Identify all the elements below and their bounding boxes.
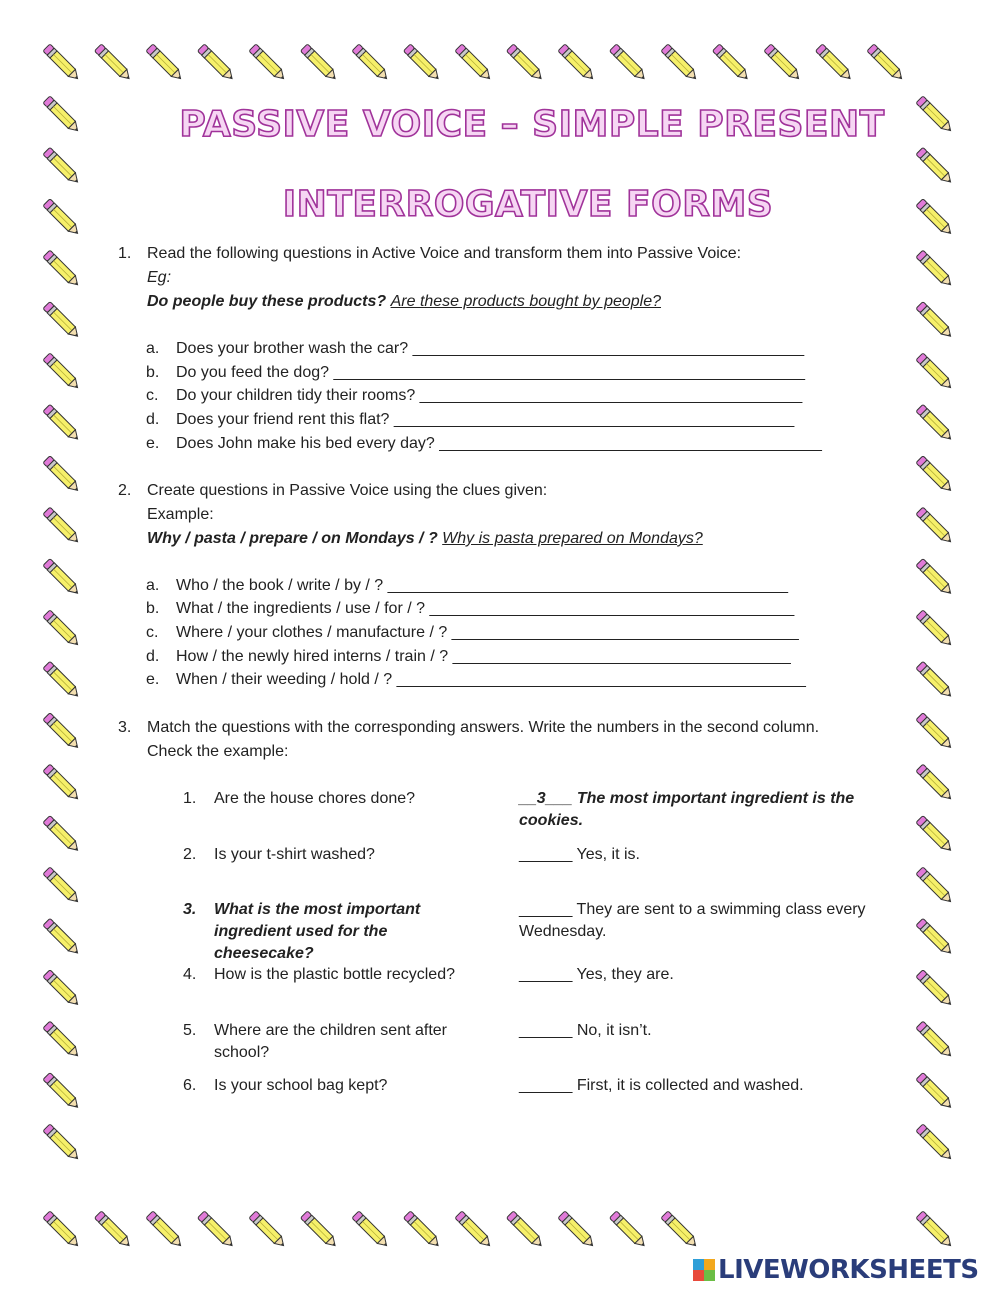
example-label: Eg: <box>147 269 172 286</box>
pencil-icon <box>506 44 544 82</box>
pencil-icon <box>558 1211 596 1249</box>
pencil-icon <box>916 1073 954 1111</box>
match-answer: ______ Yes, they are. <box>519 966 674 983</box>
answer-blank[interactable]: ______ <box>519 901 573 918</box>
liveworksheets-icon <box>693 1259 715 1281</box>
pencil-icon <box>916 507 954 545</box>
pencil-icon <box>916 661 954 699</box>
pencil-icon <box>43 1124 81 1162</box>
pencil-icon <box>43 147 81 185</box>
title-line-2: INTERROGATIVE FORMS <box>282 184 774 225</box>
pencil-icon <box>916 867 954 905</box>
pencil-icon <box>558 44 596 82</box>
pencil-icon <box>916 456 954 494</box>
match-question: How is the plastic bottle recycled? <box>214 966 455 983</box>
pencil-icon <box>916 764 954 802</box>
pencil-icon <box>916 1211 954 1249</box>
pencil-icon <box>43 404 81 442</box>
match-question: Is your t-shirt washed? <box>214 846 375 863</box>
exercise-number: 1. <box>118 245 132 262</box>
pencil-icon <box>403 44 441 82</box>
pencil-icon <box>43 661 81 699</box>
pencil-icon <box>43 867 81 905</box>
answer-blank[interactable]: ______ <box>519 966 573 983</box>
pencil-icon <box>916 559 954 597</box>
match-answer: __3___ The most important ingredient is the cookies. <box>519 790 855 829</box>
liveworksheets-logo <box>693 1255 979 1285</box>
pencil-icon <box>352 44 390 82</box>
list-item[interactable]: a. Does your brother wash the car? ____________________________________________ <box>146 340 805 357</box>
pencil-icon <box>403 1211 441 1249</box>
pencil-icon <box>712 44 750 82</box>
pencil-icon <box>43 816 81 854</box>
pencil-icon <box>43 764 81 802</box>
pencil-icon <box>43 302 81 340</box>
example-answer: Why is pasta prepared on Mondays? <box>442 530 703 547</box>
pencil-icon <box>249 44 287 82</box>
pencil-icon <box>43 1211 81 1249</box>
exercise-instruction-2: Check the example: <box>147 743 289 760</box>
pencil-icon <box>661 1211 699 1249</box>
example-label: Example: <box>147 506 214 523</box>
pencil-icon <box>916 147 954 185</box>
exercise-number: 2. <box>118 482 132 499</box>
answer-blank[interactable]: ______ <box>519 1022 573 1039</box>
pencil-icon <box>916 404 954 442</box>
pencil-icon <box>43 44 81 82</box>
match-answer: ______ First, it is collected and washed. <box>519 1077 804 1094</box>
pencil-icon <box>146 1211 184 1249</box>
pencil-icon <box>916 1021 954 1059</box>
list-item[interactable]: d. Does your friend rent this flat? _____________________________________________ <box>146 411 795 428</box>
pencil-icon <box>916 918 954 956</box>
list-item[interactable]: e. Does John make his bed every day? ___________________________________________ <box>146 435 822 452</box>
pencil-icon <box>815 44 853 82</box>
pencil-icon <box>506 1211 544 1249</box>
pencil-icon <box>94 1211 132 1249</box>
example-clue: Why / pasta / prepare / on Mondays / ? <box>147 530 438 547</box>
pencil-icon <box>43 970 81 1008</box>
exercise-instruction: Match the questions with the corresponding answers. Write the numbers in the second column. <box>147 719 820 736</box>
list-item[interactable]: d. How / the newly hired interns / train / ? ______________________________________ <box>146 648 791 665</box>
pencil-icon <box>43 250 81 288</box>
pencil-icon <box>916 353 954 391</box>
pencil-icon <box>352 1211 390 1249</box>
pencil-icon <box>916 970 954 1008</box>
pencil-icon <box>455 44 493 82</box>
list-item[interactable]: b. What / the ingredients / use / for / ? _________________________________________ <box>146 600 795 617</box>
list-item[interactable]: a. Who / the book / write / by / ? _____________________________________________ <box>146 577 789 594</box>
answer-blank[interactable]: __3___ <box>519 790 573 807</box>
pencil-icon <box>916 1124 954 1162</box>
pencil-icon <box>43 559 81 597</box>
pencil-icon <box>146 44 184 82</box>
pencil-icon <box>916 610 954 648</box>
pencil-icon <box>43 1073 81 1111</box>
pencil-icon <box>197 44 235 82</box>
exercise-instruction: Read the following questions in Active Voice and transform them into Passive Voice: <box>147 245 742 262</box>
match-question: Where are the children sent after school? <box>214 1022 448 1061</box>
pencil-icon <box>43 1021 81 1059</box>
pencil-icon <box>94 44 132 82</box>
pencil-icon <box>455 1211 493 1249</box>
answer-blank[interactable]: ______ <box>519 1077 573 1094</box>
answer-blank[interactable]: ______ <box>519 846 573 863</box>
pencil-icon <box>300 44 338 82</box>
pencil-icon <box>43 456 81 494</box>
pencil-icon <box>916 302 954 340</box>
match-question: What is the most important ingredient used for the cheesecake? <box>214 901 421 962</box>
pencil-icon <box>43 610 81 648</box>
pencil-icon <box>609 1211 647 1249</box>
pencil-icon <box>609 44 647 82</box>
pencil-icon <box>916 713 954 751</box>
brand-name: LIVEWORKSHEETS <box>718 1255 979 1285</box>
example-answer: Are these products bought by people? <box>390 293 662 310</box>
title-line-1: PASSIVE VOICE – SIMPLE PRESENT <box>179 104 885 145</box>
pencil-icon <box>764 44 802 82</box>
match-question: Is your school bag kept? <box>214 1077 388 1094</box>
pencil-icon <box>43 507 81 545</box>
exercise-instruction: Create questions in Passive Voice using the clues given: <box>147 482 548 499</box>
list-item[interactable]: c. Do your children tidy their rooms? ___________________________________________ <box>146 387 803 404</box>
example-question: Do people buy these products? <box>147 293 387 310</box>
list-item[interactable]: b. Do you feed the dog? _____________________________________________________ <box>146 364 806 381</box>
pencil-icon <box>661 44 699 82</box>
exercise-number: 3. <box>118 719 132 736</box>
match-answer: ______ Yes, it is. <box>519 846 640 863</box>
match-answer: ______ They are sent to a swimming class every Wednesday. <box>519 901 866 940</box>
list-item[interactable]: c. Where / your clothes / manufacture / ? _______________________________________ <box>146 624 799 641</box>
list-item[interactable]: e. When / their weeding / hold / ? ______________________________________________ <box>146 671 806 688</box>
pencil-icon <box>43 713 81 751</box>
match-answer: ______ No, it isn’t. <box>519 1022 652 1039</box>
pencil-icon <box>249 1211 287 1249</box>
pencil-icon <box>43 918 81 956</box>
pencil-icon <box>867 44 905 82</box>
pencil-icon <box>300 1211 338 1249</box>
pencil-icon <box>916 250 954 288</box>
match-question: Are the house chores done? <box>214 790 416 807</box>
pencil-icon <box>916 816 954 854</box>
pencil-icon <box>43 353 81 391</box>
pencil-icon <box>197 1211 235 1249</box>
